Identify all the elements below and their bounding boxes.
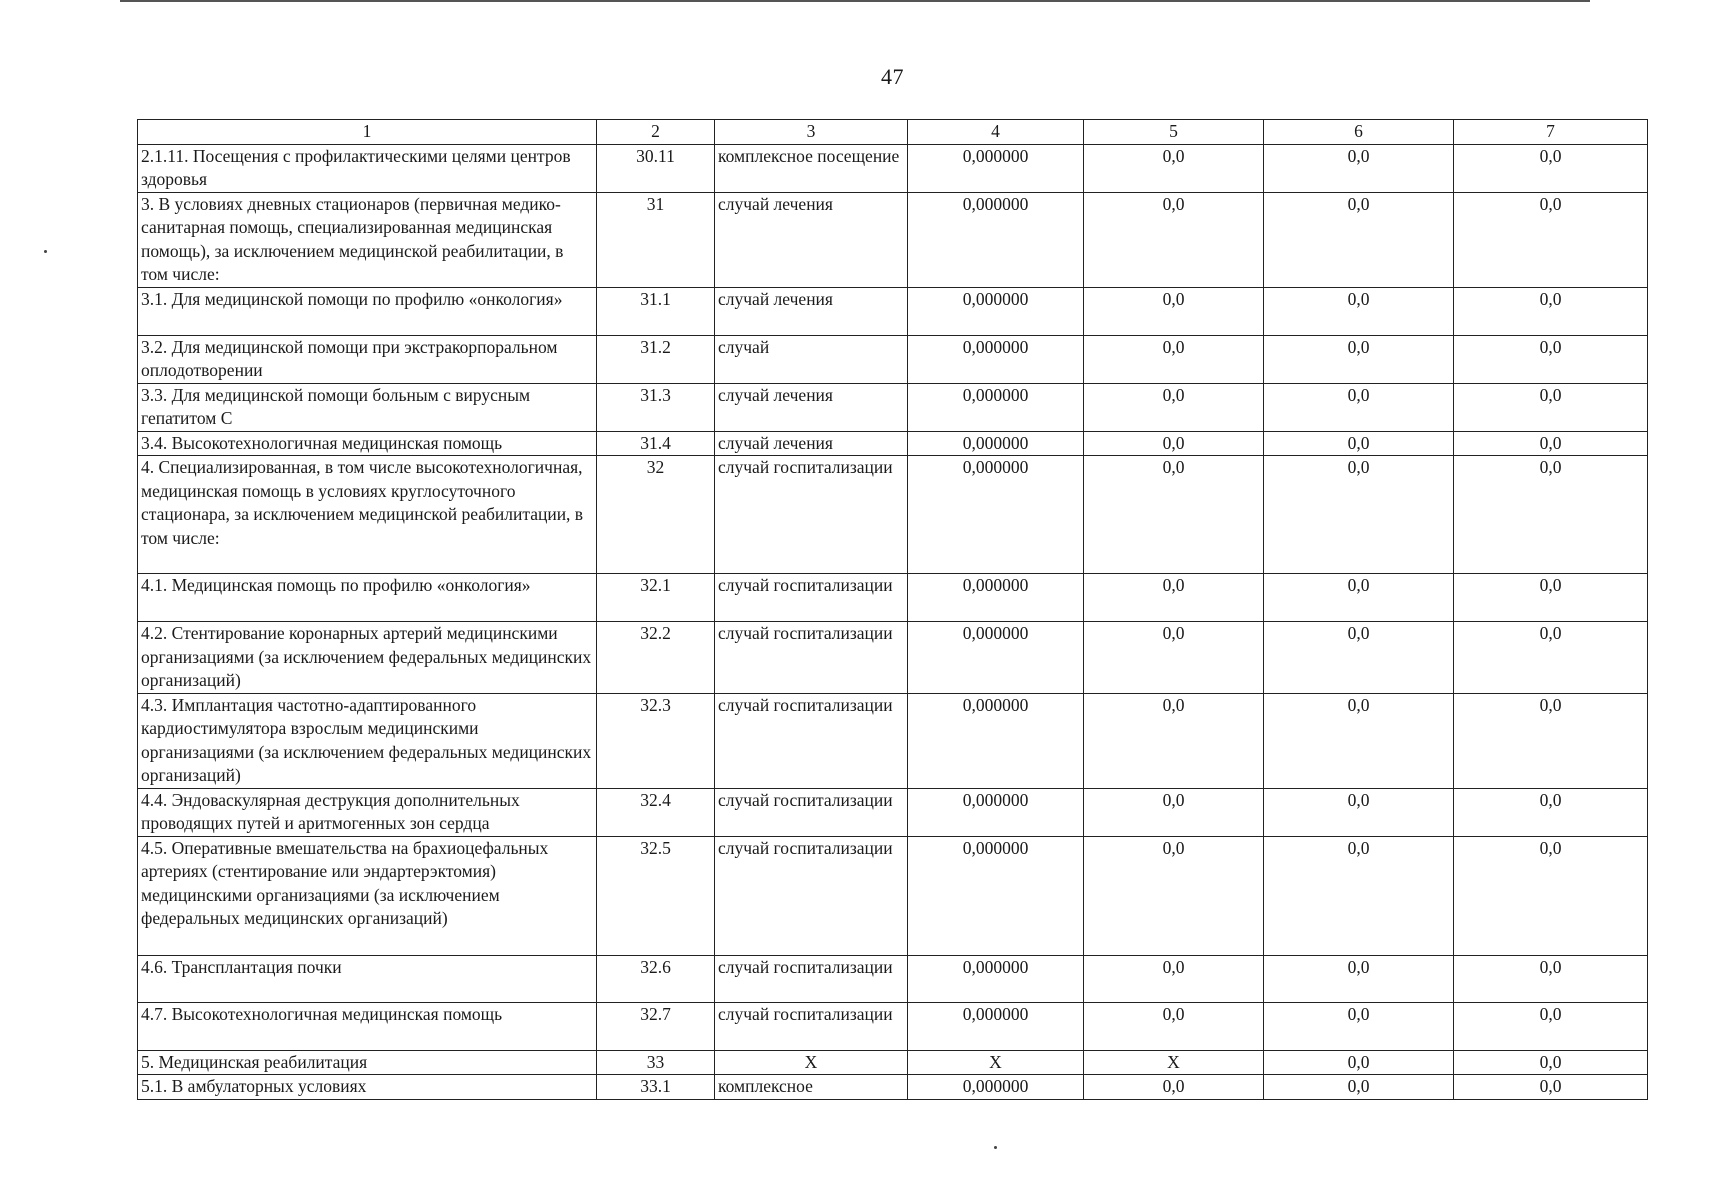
row-value-cell: 0,0 [1264, 788, 1454, 836]
row-value-cell: 0,0 [1454, 1075, 1648, 1100]
row-value-cell: 0,0 [1264, 574, 1454, 622]
row-value-cell: 0,000000 [908, 287, 1084, 335]
table-header-row [138, 120, 1648, 145]
column-header: 1 [138, 120, 597, 145]
data-table [137, 119, 1648, 1100]
row-code-cell: 32.6 [597, 955, 715, 1002]
row-code-cell: 32.3 [597, 693, 715, 788]
row-unit-cell: случай госпитализации [715, 955, 908, 1002]
row-value-cell: 0,0 [1084, 1075, 1264, 1100]
row-value-cell: 0,000000 [908, 693, 1084, 788]
scan-speck [44, 250, 47, 253]
row-name-cell: 4.6. Трансплантация почки [138, 955, 597, 1002]
row-unit-cell: случай лечения [715, 431, 908, 456]
row-unit-cell: случай лечения [715, 383, 908, 431]
row-value-cell: 0,0 [1454, 574, 1648, 622]
row-value-cell: 0,0 [1084, 192, 1264, 287]
row-value-cell: 0,0 [1264, 1075, 1454, 1100]
row-value-cell: 0,0 [1454, 955, 1648, 1002]
row-name-cell: 3. В условиях дневных стационаров (первичная медико-санитарная помощь, специализированная медицинская помощь), за исключением медицинской реабилитации, в том числе: [138, 192, 597, 287]
row-code-cell: 32 [597, 456, 715, 574]
row-unit-cell: случай [715, 335, 908, 383]
column-header: 2 [597, 120, 715, 145]
row-code-cell: 30.11 [597, 144, 715, 192]
table-row [138, 456, 1648, 574]
row-value-cell: 0,0 [1264, 836, 1454, 955]
row-value-cell: 0,0 [1454, 144, 1648, 192]
row-code-cell: 32.7 [597, 1002, 715, 1050]
table-row [138, 1050, 1648, 1075]
row-value-cell: 0,0 [1454, 192, 1648, 287]
row-value-cell: 0,0 [1264, 1050, 1454, 1075]
row-value-cell: 0,0 [1264, 693, 1454, 788]
column-header: 5 [1084, 120, 1264, 145]
row-value-cell: 0,0 [1084, 1002, 1264, 1050]
table-row [138, 1002, 1648, 1050]
row-name-cell: 4.3. Имплантация частотно-адаптированного кардиостимулятора взрослым медицинскими организациями (за исключением федеральных медицинских организаций) [138, 693, 597, 788]
row-code-cell: 32.5 [597, 836, 715, 955]
row-value-cell: 0,0 [1084, 431, 1264, 456]
row-value-cell: 0,000000 [908, 456, 1084, 574]
row-unit-cell: случай лечения [715, 287, 908, 335]
row-name-cell: 4.5. Оперативные вмешательства на брахиоцефальных артериях (стентирование или эндартерэктомия) медицинскими организациями (за исключением федеральных медицинских организаций) [138, 836, 597, 955]
table-row [138, 192, 1648, 287]
row-value-cell: 0,0 [1264, 622, 1454, 694]
page-number: 47 [881, 64, 904, 89]
row-value-cell: 0,0 [1454, 1050, 1648, 1075]
row-name-cell: 5. Медицинская реабилитация [138, 1050, 597, 1075]
row-value-cell: 0,0 [1454, 287, 1648, 335]
row-unit-cell: случай госпитализации [715, 836, 908, 955]
column-header: 4 [908, 120, 1084, 145]
row-value-cell: 0,0 [1264, 456, 1454, 574]
row-value-cell: 0,0 [1084, 574, 1264, 622]
table-row [138, 955, 1648, 1002]
row-name-cell: 4. Специализированная, в том числе высокотехнологичная, медицинская помощь в условиях круглосуточного стационара, за исключением медицинской реабилитации, в том числе: [138, 456, 597, 574]
row-value-cell: 0,0 [1084, 335, 1264, 383]
row-unit-cell: комплексное посещение [715, 144, 908, 192]
row-value-cell: 0,0 [1084, 144, 1264, 192]
row-unit-cell: случай лечения [715, 192, 908, 287]
scan-speck [994, 1146, 997, 1149]
row-code-cell: 32.1 [597, 574, 715, 622]
column-header: 6 [1264, 120, 1454, 145]
row-value-cell: 0,000000 [908, 383, 1084, 431]
row-value-cell: 0,0 [1264, 383, 1454, 431]
table-row [138, 622, 1648, 694]
row-value-cell: 0,0 [1264, 431, 1454, 456]
row-value-cell: 0,000000 [908, 574, 1084, 622]
row-name-cell: 3.3. Для медицинской помощи больным с вирусным гепатитом С [138, 383, 597, 431]
row-value-cell: 0,000000 [908, 192, 1084, 287]
row-code-cell: 31.4 [597, 431, 715, 456]
row-value-cell: 0,0 [1454, 693, 1648, 788]
row-value-cell: 0,0 [1454, 622, 1648, 694]
row-value-cell: 0,0 [1454, 788, 1648, 836]
row-code-cell: 32.2 [597, 622, 715, 694]
row-value-cell: 0,0 [1264, 144, 1454, 192]
row-value-cell: 0,000000 [908, 836, 1084, 955]
row-value-cell: 0,000000 [908, 144, 1084, 192]
row-value-cell: 0,000000 [908, 788, 1084, 836]
row-value-cell: 0,0 [1264, 335, 1454, 383]
row-value-cell: 0,0 [1454, 431, 1648, 456]
row-value-cell: 0,0 [1084, 456, 1264, 574]
table-body [138, 120, 1648, 1100]
row-value-cell: 0,000000 [908, 1002, 1084, 1050]
table-row [138, 836, 1648, 955]
row-name-cell: 4.2. Стентирование коронарных артерий медицинскими организациями (за исключением федеральных медицинских организаций) [138, 622, 597, 694]
table-row [138, 1075, 1648, 1100]
row-unit-cell: случай госпитализации [715, 693, 908, 788]
row-code-cell: 33 [597, 1050, 715, 1075]
row-value-cell: 0,0 [1084, 788, 1264, 836]
table-row [138, 788, 1648, 836]
table-row [138, 335, 1648, 383]
row-value-cell: X [1084, 1050, 1264, 1075]
row-value-cell: 0,0 [1264, 955, 1454, 1002]
row-value-cell: X [908, 1050, 1084, 1075]
row-value-cell: 0,0 [1084, 693, 1264, 788]
row-unit-cell: X [715, 1050, 908, 1075]
row-code-cell: 31 [597, 192, 715, 287]
row-value-cell: 0,0 [1454, 383, 1648, 431]
row-code-cell: 31.3 [597, 383, 715, 431]
row-name-cell: 3.2. Для медицинской помощи при экстракорпоральном оплодотворении [138, 335, 597, 383]
table-row [138, 287, 1648, 335]
row-value-cell: 0,0 [1454, 1002, 1648, 1050]
row-name-cell: 4.4. Эндоваскулярная деструкция дополнительных проводящих путей и аритмогенных зон сердца [138, 788, 597, 836]
row-value-cell: 0,000000 [908, 622, 1084, 694]
row-value-cell: 0,0 [1084, 955, 1264, 1002]
row-code-cell: 31.1 [597, 287, 715, 335]
row-value-cell: 0,0 [1264, 192, 1454, 287]
row-code-cell: 33.1 [597, 1075, 715, 1100]
table-row [138, 144, 1648, 192]
table-row [138, 431, 1648, 456]
row-unit-cell: случай госпитализации [715, 1002, 908, 1050]
row-value-cell: 0,000000 [908, 955, 1084, 1002]
row-value-cell: 0,0 [1084, 287, 1264, 335]
row-unit-cell: случай госпитализации [715, 456, 908, 574]
table-row [138, 574, 1648, 622]
top-rule [120, 0, 1590, 2]
row-value-cell: 0,000000 [908, 335, 1084, 383]
column-header: 3 [715, 120, 908, 145]
table-row [138, 693, 1648, 788]
row-value-cell: 0,000000 [908, 1075, 1084, 1100]
row-value-cell: 0,0 [1454, 335, 1648, 383]
row-name-cell: 2.1.11. Посещения с профилактическими целями центров здоровья [138, 144, 597, 192]
row-name-cell: 3.4. Высокотехнологичная медицинская помощь [138, 431, 597, 456]
row-value-cell: 0,0 [1264, 287, 1454, 335]
row-unit-cell: случай госпитализации [715, 574, 908, 622]
row-name-cell: 4.7. Высокотехнологичная медицинская помощь [138, 1002, 597, 1050]
row-value-cell: 0,0 [1264, 1002, 1454, 1050]
row-unit-cell: случай госпитализации [715, 788, 908, 836]
row-value-cell: 0,0 [1084, 383, 1264, 431]
row-value-cell: 0,0 [1454, 836, 1648, 955]
row-name-cell: 3.1. Для медицинской помощи по профилю «онкология» [138, 287, 597, 335]
row-unit-cell: случай госпитализации [715, 622, 908, 694]
row-name-cell: 4.1. Медицинская помощь по профилю «онкология» [138, 574, 597, 622]
column-header: 7 [1454, 120, 1648, 145]
row-code-cell: 32.4 [597, 788, 715, 836]
table-row [138, 383, 1648, 431]
row-value-cell: 0,000000 [908, 431, 1084, 456]
row-name-cell: 5.1. В амбулаторных условиях [138, 1075, 597, 1100]
row-value-cell: 0,0 [1454, 456, 1648, 574]
row-unit-cell: комплексное [715, 1075, 908, 1100]
row-code-cell: 31.2 [597, 335, 715, 383]
row-value-cell: 0,0 [1084, 836, 1264, 955]
row-value-cell: 0,0 [1084, 622, 1264, 694]
